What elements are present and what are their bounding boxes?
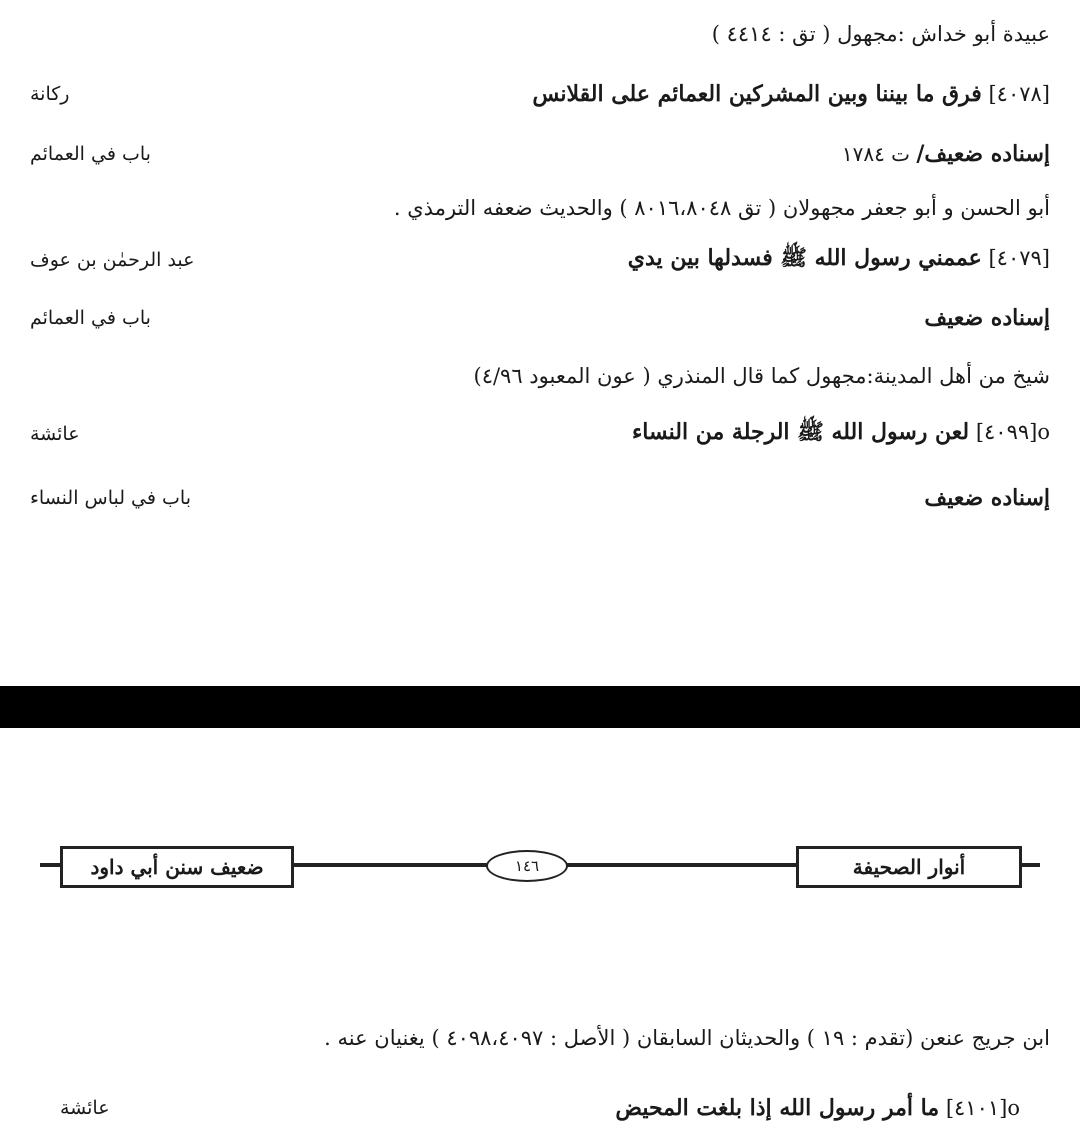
hadith-entry-4099 — [30, 412, 1050, 456]
hadith-text-line — [200, 81, 1050, 107]
hadith-number: [٤٠٧٩] — [988, 246, 1050, 270]
chapter-title: باب في العمائم — [30, 307, 151, 329]
grade-label: إسناده ضعيف/ — [916, 141, 1050, 167]
hadith-number: o[٤١٠١] — [945, 1096, 1020, 1120]
grade-line-4078 — [30, 132, 1050, 176]
hadith-entry-4078 — [30, 72, 1050, 116]
note-line-bottom — [30, 1016, 1050, 1060]
hadith-text: عممني رسول الله ﷺ فسدلها بين يدي — [627, 245, 982, 271]
narrator-name: عائشة — [30, 423, 80, 445]
explanatory-note: ابن جريج عنعن (تقدم : ١٩ ) والحديثان السابقان ( الأصل : ٤٠٩٨،٤٠٩٧ ) يغنيان عنه . — [324, 1026, 1050, 1050]
hadith-entry-4101 — [60, 1086, 1020, 1130]
series-title: أنوار الصحيفة — [852, 855, 966, 879]
grade-label: إسناده ضعيف — [924, 485, 1050, 511]
chapter-title: باب في لباس النساء — [30, 487, 191, 509]
grade-label: إسناده ضعيف — [924, 305, 1050, 331]
narrator-note: عبيدة أبو خداش :مجهول ( تق : ٤٤١٤ ) — [711, 22, 1050, 46]
narrator-note-line — [30, 12, 1050, 56]
hadith-entry-4079 — [30, 238, 1050, 282]
hadith-number: [٤٠٧٨] — [988, 82, 1050, 106]
hadith-text: لعن رسول الله ﷺ الرجلة من النساء — [631, 419, 970, 445]
hadith-text: ما أمر رسول الله إذا بلغت المحيض — [615, 1095, 940, 1121]
grade-reference: ت ١٧٨٤ — [841, 142, 917, 166]
series-title-box — [796, 846, 1022, 888]
note-line-4079 — [30, 354, 1050, 398]
hadith-text: فرق ما بيننا وبين المشركين العمائم على القلانس — [532, 81, 982, 107]
hadith-text-line — [200, 244, 1050, 276]
page-number: ١٤٦ — [514, 857, 540, 875]
cropped-line — [30, 1086, 1050, 1121]
page-divider — [0, 686, 1080, 728]
chapter-title: باب في العمائم — [30, 143, 151, 165]
grade-line — [200, 141, 1050, 167]
explanatory-note: أبو الحسن و أبو جعفر مجهولان ( تق ٨٠١٦،٨٠٤٨ ) والحديث ضعفه الترمذي . — [393, 196, 1050, 220]
explanatory-note: شيخ من أهل المدينة:مجهول كما قال المنذري ( عون المعبود ٤/٩٦) — [473, 364, 1050, 388]
note-line-4078 — [30, 186, 1050, 230]
book-title: ضعيف سنن أبي داود — [90, 855, 264, 879]
page-header — [0, 840, 1080, 890]
grade-line — [200, 305, 1050, 331]
narrator-name: عبد الرحمٰن بن عوف — [30, 249, 195, 271]
book-title-box — [60, 846, 294, 888]
grade-line-4099 — [30, 476, 1050, 520]
page-number-oval — [486, 850, 568, 882]
narrator-name: ركانة — [30, 83, 70, 105]
hadith-text-line — [200, 418, 1050, 450]
grade-line-4079 — [30, 296, 1050, 340]
hadith-number: o[٤٠٩٩] — [975, 420, 1050, 444]
narrator-name: عائشة — [60, 1097, 110, 1119]
hadith-text-line — [230, 1095, 1020, 1121]
grade-line — [200, 485, 1050, 511]
